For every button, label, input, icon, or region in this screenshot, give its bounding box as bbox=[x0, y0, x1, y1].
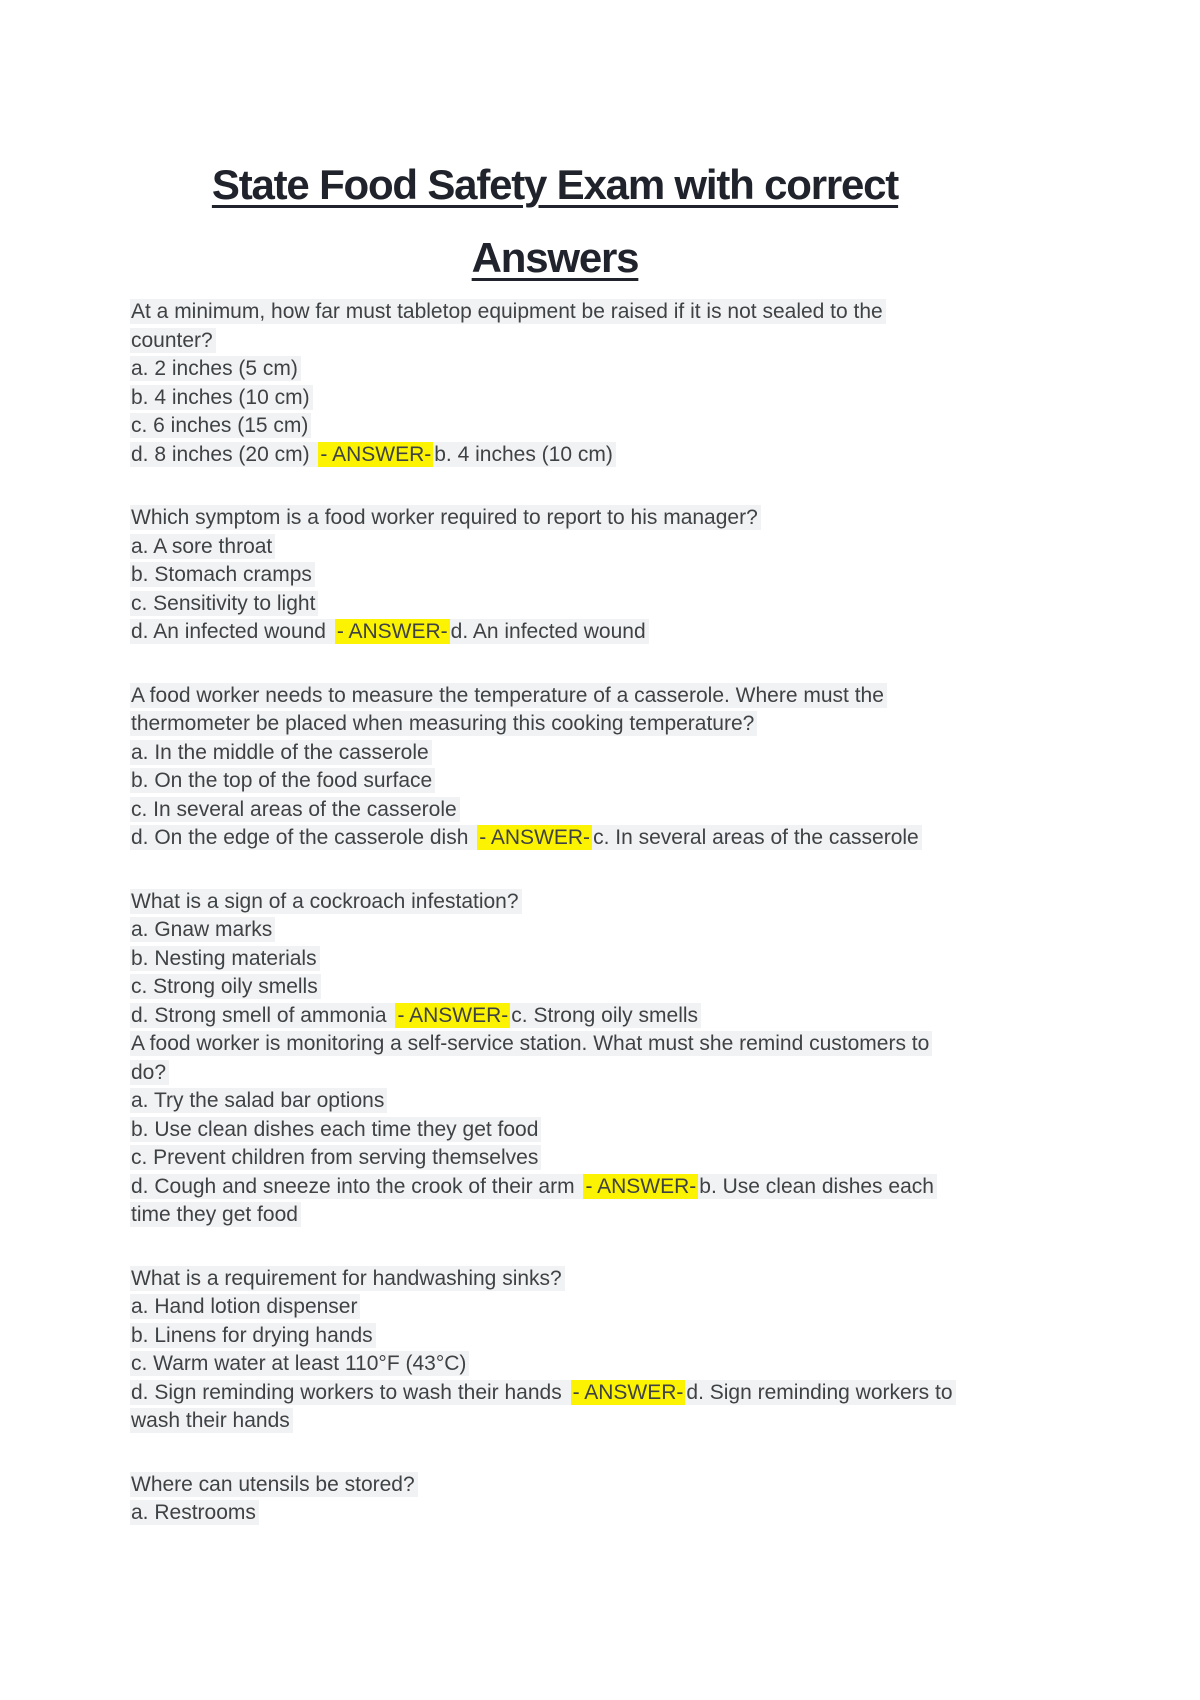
text-segment: c. Warm water at least 110°F (43°C) bbox=[130, 1351, 469, 1376]
doc-line bbox=[130, 412, 1080, 441]
document-body bbox=[130, 298, 1080, 1528]
blank-line bbox=[130, 1436, 1080, 1471]
text-segment: d. An infected wound bbox=[450, 619, 649, 644]
doc-line bbox=[130, 1322, 1080, 1351]
doc-line bbox=[130, 1002, 1080, 1031]
doc-line bbox=[130, 1173, 1080, 1202]
text-segment: a. Try the salad bar options bbox=[130, 1088, 387, 1113]
text-segment: b. On the top of the food surface bbox=[130, 768, 435, 793]
text-segment: b. Use clean dishes each bbox=[698, 1174, 937, 1199]
text-segment: d. Sign reminding workers to wash their hands bbox=[130, 1380, 571, 1405]
blank-line bbox=[130, 1230, 1080, 1265]
text-segment: a. Gnaw marks bbox=[130, 917, 275, 942]
answer-highlight: - ANSWER- bbox=[336, 620, 448, 643]
doc-line bbox=[130, 561, 1080, 590]
answer-highlight: - ANSWER- bbox=[572, 1380, 684, 1404]
doc-line bbox=[130, 1407, 1080, 1436]
text-segment: time they get food bbox=[130, 1202, 301, 1227]
doc-line bbox=[130, 739, 1080, 768]
text-segment: A food worker is monitoring a self-service station. What must she remind customers to bbox=[130, 1031, 932, 1056]
doc-line bbox=[130, 888, 1080, 917]
doc-line bbox=[130, 1265, 1080, 1294]
text-segment: c. Sensitivity to light bbox=[130, 591, 318, 616]
doc-line bbox=[130, 945, 1080, 974]
text-segment: d. On the edge of the casserole dish bbox=[130, 825, 477, 850]
doc-line bbox=[130, 1379, 1080, 1408]
text-segment: c. Strong oily smells bbox=[510, 1003, 701, 1028]
text-segment: What is a requirement for handwashing sinks? bbox=[130, 1266, 565, 1291]
text-segment: Where can utensils be stored? bbox=[130, 1472, 418, 1497]
doc-line bbox=[130, 710, 1080, 739]
doc-line bbox=[130, 533, 1080, 562]
text-segment: a. Restrooms bbox=[130, 1500, 259, 1525]
doc-line bbox=[130, 384, 1080, 413]
text-segment: a. In the middle of the casserole bbox=[130, 740, 432, 765]
text-segment: b. Use clean dishes each time they get food bbox=[130, 1117, 541, 1142]
text-segment: d. Sign reminding workers to bbox=[685, 1380, 955, 1405]
blank-line bbox=[130, 469, 1080, 504]
text-segment: d. Cough and sneeze into the crook of their arm bbox=[130, 1174, 583, 1199]
text-segment: counter? bbox=[130, 328, 216, 353]
text-segment: A food worker needs to measure the temperature of a casserole. Where must the bbox=[130, 683, 887, 708]
text-segment: a. 2 inches (5 cm) bbox=[130, 356, 301, 381]
text-segment: do? bbox=[130, 1060, 169, 1085]
doc-line bbox=[130, 1201, 1080, 1230]
text-segment: b. Linens for drying hands bbox=[130, 1323, 376, 1348]
text-segment: c. In several areas of the casserole bbox=[592, 825, 922, 850]
doc-line bbox=[130, 767, 1080, 796]
doc-line bbox=[130, 590, 1080, 619]
text-segment: Which symptom is a food worker required to report to his manager? bbox=[130, 505, 761, 530]
doc-line bbox=[130, 916, 1080, 945]
doc-line bbox=[130, 1116, 1080, 1145]
text-segment: c. 6 inches (15 cm) bbox=[130, 413, 311, 438]
blank-line bbox=[130, 853, 1080, 888]
text-segment: b. Stomach cramps bbox=[130, 562, 315, 587]
doc-line bbox=[130, 824, 1080, 853]
text-segment: d. Strong smell of ammonia bbox=[130, 1003, 395, 1028]
text-segment: b. 4 inches (10 cm) bbox=[130, 385, 313, 410]
answer-highlight: - ANSWER- bbox=[479, 826, 591, 849]
doc-line bbox=[130, 504, 1080, 533]
blank-line bbox=[130, 647, 1080, 682]
answer-highlight: - ANSWER- bbox=[397, 1003, 509, 1027]
doc-line bbox=[130, 327, 1080, 356]
text-segment: c. In several areas of the casserole bbox=[130, 797, 460, 822]
text-segment: What is a sign of a cockroach infestation? bbox=[130, 889, 522, 914]
text-segment: d. An infected wound bbox=[130, 619, 335, 644]
doc-line bbox=[130, 1499, 1080, 1528]
text-segment: wash their hands bbox=[130, 1408, 293, 1433]
text-segment: b. 4 inches (10 cm) bbox=[433, 442, 616, 467]
answer-highlight: - ANSWER- bbox=[585, 1174, 697, 1198]
doc-line bbox=[130, 1350, 1080, 1379]
doc-line bbox=[130, 1144, 1080, 1173]
doc-line bbox=[130, 1059, 1080, 1088]
doc-line bbox=[130, 355, 1080, 384]
text-segment: thermometer be placed when measuring this cooking temperature? bbox=[130, 711, 757, 736]
doc-line bbox=[130, 298, 1080, 327]
text-segment: a. A sore throat bbox=[130, 534, 275, 559]
doc-line bbox=[130, 1030, 1080, 1059]
doc-line bbox=[130, 1293, 1080, 1322]
doc-line bbox=[130, 441, 1080, 470]
doc-line bbox=[130, 973, 1080, 1002]
text-segment: c. Strong oily smells bbox=[130, 974, 321, 999]
document-title-line1: State Food Safety Exam with correct bbox=[211, 161, 899, 208]
doc-line bbox=[130, 1087, 1080, 1116]
text-segment: c. Prevent children from serving themselves bbox=[130, 1145, 541, 1170]
doc-line bbox=[130, 682, 1080, 711]
doc-line bbox=[130, 1471, 1080, 1500]
doc-line bbox=[130, 618, 1080, 647]
text-segment: d. 8 inches (20 cm) bbox=[130, 442, 318, 467]
text-segment: a. Hand lotion dispenser bbox=[130, 1294, 360, 1319]
answer-highlight: - ANSWER- bbox=[320, 442, 432, 466]
document-title bbox=[130, 148, 980, 294]
document-title-line2: Answers bbox=[471, 234, 639, 281]
text-segment: At a minimum, how far must tabletop equipment be raised if it is not sealed to the bbox=[130, 299, 886, 324]
text-segment: b. Nesting materials bbox=[130, 946, 320, 971]
doc-line bbox=[130, 796, 1080, 825]
